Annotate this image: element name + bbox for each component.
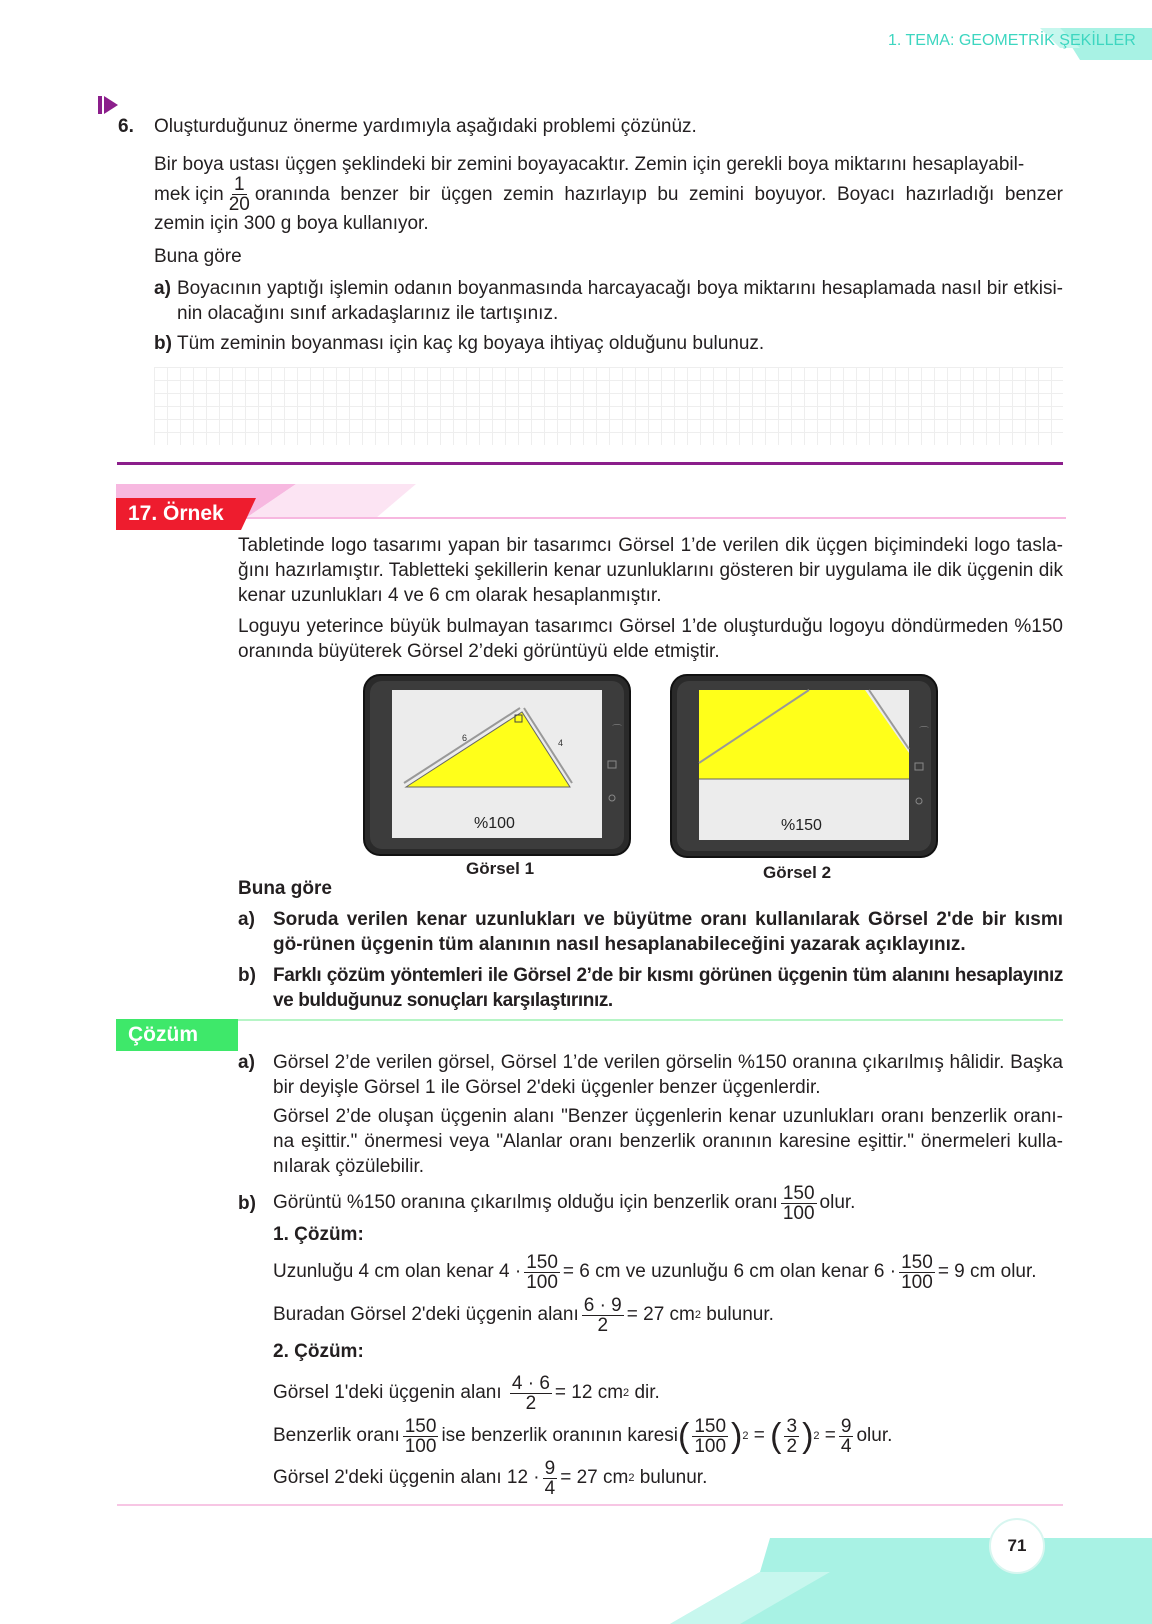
question-prompt: Oluşturduğunuz önerme yardımıyla aşağıdaki problemi çözünüz. — [154, 116, 697, 137]
caption-gorsel-1: Görsel 1 — [466, 859, 535, 878]
question-a-text: Boyacının yaptığı işlemin odanın boyanmasında harcayacağı boya miktarını hesaplamada nasıl bir etkisi-nin olacağını sınıf arkadaşlarınız ile tartışınız. — [177, 278, 1063, 324]
solution-1-line-1: Uzunluğu 4 cm olan kenar 4 · $\frac{150}{100}$ = 6 cm ve uzunluğu 6 cm olan kenar 6 · $\frac{150}{100}$ = 9 cm olur. — [273, 1251, 1037, 1293]
tablet-image-1 — [362, 673, 632, 857]
question-a-label: a) — [154, 278, 171, 299]
percent-150-label: %150 — [781, 817, 822, 834]
solution-a-paragraph-1: Görsel 2’de verilen görsel, Görsel 1’de verilen görselin %150 oranına çıkarılmış hâlidir. Başka bir deyişle Görsel 1 ile Görsel 2'deki üçgenler benzer üçgenlerdir. — [273, 1052, 1063, 1098]
bottom-divider — [117, 1504, 1063, 1506]
example-a-text: Soruda verilen kenar uzunlukları ve büyütme oranı kullanılarak Görsel 2'de bir kısmı gö-rünen üçgenin tüm alanının nasıl hesaplanabileceğini yazarak açıklayınız. — [273, 909, 1063, 955]
side-6-label: 6 — [462, 733, 468, 743]
example-buna-gore: Buna göre — [238, 878, 332, 899]
example-header-bar — [116, 484, 1066, 530]
question-paragraph: Bir boya ustası üçgen şeklindeki bir zemini boyayacaktır. Zemin için gerekli boya miktarını hesaplayabil- mek için $\frac{1}{20}$ oranında benzer bir üçgen zemin hazırlayıp bu zemini boyuyor. Boyacı hazırladığı benzer zemin için 300 g boya kullanıyor. — [154, 154, 1063, 234]
example-a-label: a) — [238, 909, 255, 930]
question-b-text: Tüm zeminin boyanması için kaç kg boyaya ihtiyaç olduğunu bulunuz. — [177, 333, 765, 354]
footer-decoration — [670, 1538, 1152, 1624]
solution-b-label: b) — [238, 1193, 256, 1214]
side-4-label: 4 — [558, 738, 564, 748]
solution-2-title: 2. Çözüm: — [273, 1341, 364, 1362]
svg-text:⌒: ⌒ — [919, 727, 929, 738]
header-theme: 1. TEMA: GEOMETRİK ŞEKİLLER — [888, 32, 1136, 49]
solution-b-line: Görüntü %150 oranına çıkarılmış olduğu için benzerlik oranı $\frac{150}{100}$ olur. — [273, 1182, 856, 1224]
solution-2-line-3: Görsel 2'deki üçgenin alanı 12 · $\frac{9}{4}$ = 27 cm 2 bulunur. — [273, 1457, 708, 1499]
answer-grid[interactable] — [154, 367, 1063, 445]
example-b-label: b) — [238, 965, 256, 986]
question-buna-gore: Buna göre — [154, 246, 242, 267]
question-b-label: b) — [154, 333, 172, 354]
example-title: 17. Örnek — [128, 502, 224, 525]
percent-100-label: %100 — [474, 815, 515, 832]
tablet-image-2 — [669, 673, 939, 859]
solution-1-line-2: Buradan Görsel 2'deki üçgenin alanı $\frac{6 \cdot 9}{2}$ = 27 cm 2 bulunur. — [273, 1294, 774, 1336]
caption-gorsel-2: Görsel 2 — [763, 863, 832, 882]
solution-a-label: a) — [238, 1052, 255, 1073]
svg-text:⌒: ⌒ — [612, 725, 622, 736]
arrow-marker-icon — [98, 94, 120, 116]
solution-2-line-2: Benzerlik oranı $\frac{150}{100}$ ise benzerlik oranının karesi ( $\frac{150}{100}$ ) 2 = ( $\frac{3}{2}$ ) 2 = $\frac{9}{4}$ olur. — [273, 1415, 893, 1457]
fraction-1-20: $\frac{1}{20}$ — [228, 173, 250, 215]
page-number: 71 — [1007, 1536, 1027, 1555]
solution-a-paragraph-2: Görsel 2’de oluşan üçgenin alanı "Benzer üçgenlerin kenar uzunlukları oranı benzerlik oranı-na eşittir." önermesi veya "Alanlar oranı benzerlik oranının karesine eşittir." önermeleri kulla-nılarak çözülebilir. — [273, 1106, 1063, 1177]
example-b-text: Farklı çözüm yöntemleri ile Görsel 2’de bir kısmı görünen üçgenin tüm alanını hesaplayınız ve bulduğunuz sonuçları karşılaştırınız. — [273, 965, 1063, 1011]
solution-1-title: 1. Çözüm: — [273, 1224, 364, 1245]
solution-header-line — [238, 1019, 1063, 1021]
divider — [117, 462, 1063, 465]
solution-2-line-1: Görsel 1'deki üçgenin alanı $\frac{4 \cdot 6}{2}$ = 12 cm 2 dir. — [273, 1372, 660, 1414]
solution-title: Çözüm — [128, 1023, 198, 1046]
example-paragraph-2: Loguyu yeterince büyük bulmayan tasarımcı Görsel 1’de oluşturduğu logoyu döndürmeden %150 oranında büyüterek Görsel 2’deki görüntüyü elde etmiştir. — [238, 616, 1063, 662]
question-number: 6. — [118, 116, 134, 137]
example-paragraph-1: Tabletinde logo tasarımı yapan bir tasarımcı Görsel 1’de verilen dik üçgen biçimindeki logo tasla-ğını hazırlamıştır. Tabletteki şekillerin kenar uzunluklarını gösteren bir uygulama ile dik üçgenin dik kenar uzunlukları 4 ve 6 cm olarak hesaplanmıştır. — [238, 535, 1063, 606]
